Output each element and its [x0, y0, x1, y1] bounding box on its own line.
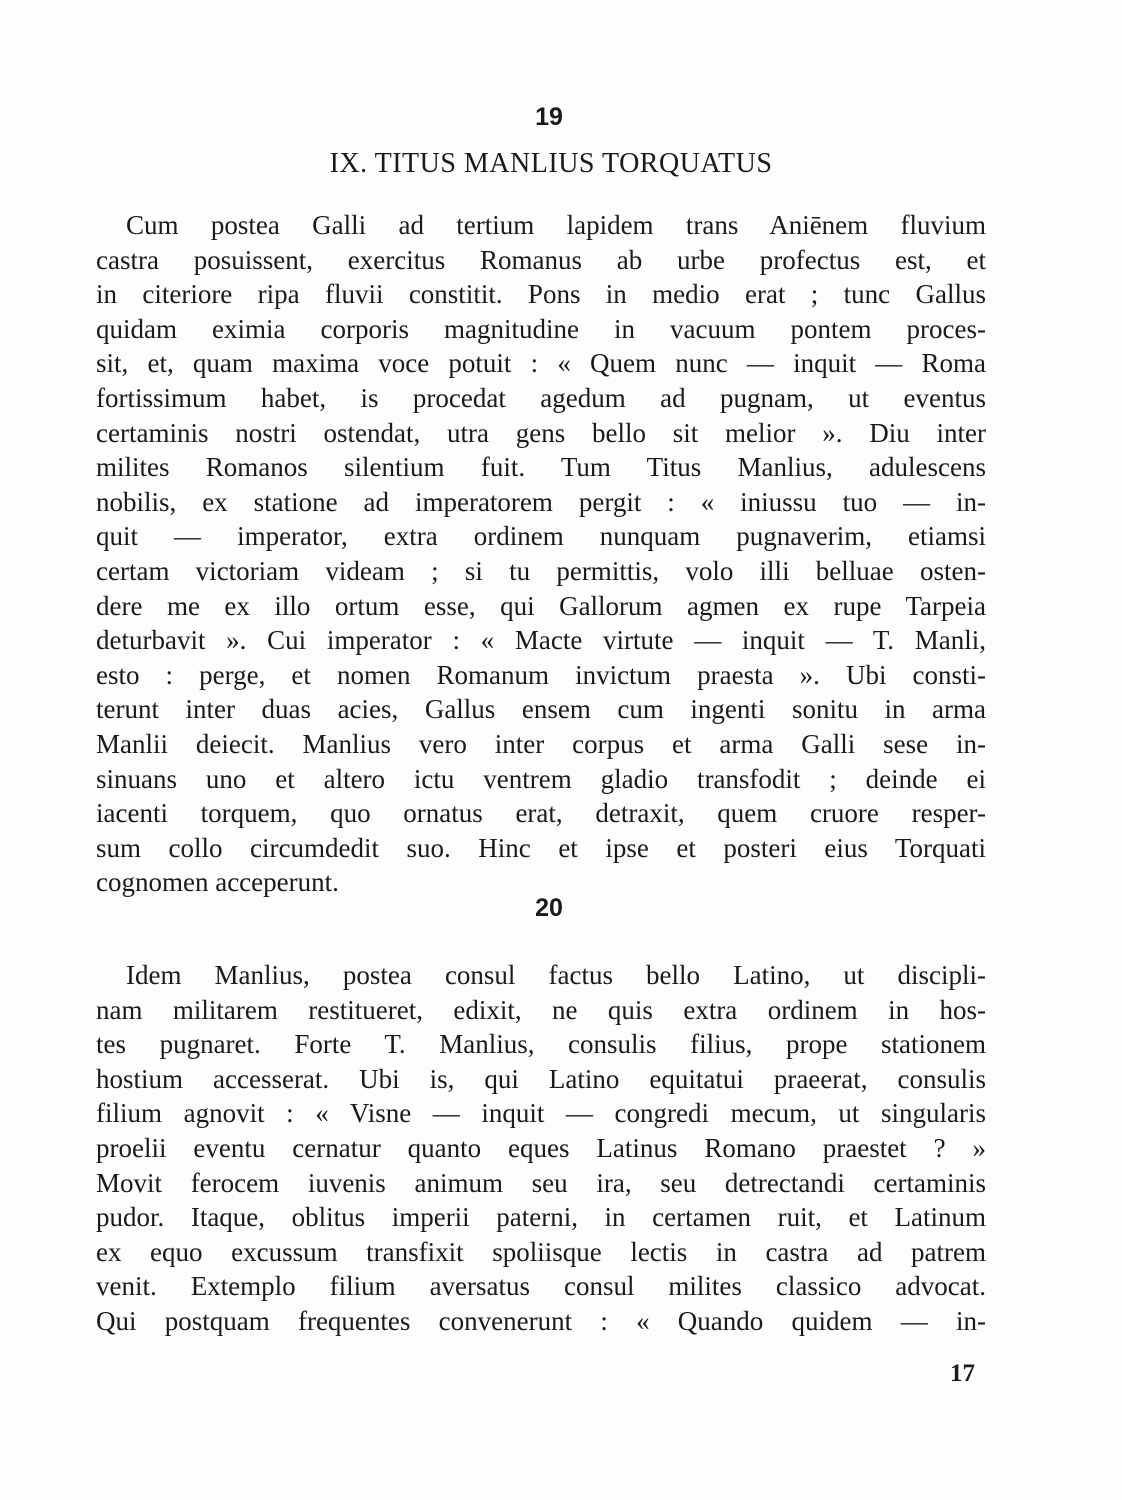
- text-line: castra posuissent, exercitus Romanus ab urbe profectus est, et: [96, 244, 986, 275]
- text-line: quidam eximia corporis magnitudine in vacuum pontem proces-: [96, 313, 986, 344]
- text-line: Movit ferocem iuvenis animum seu ira, seu detrectandi certaminis: [96, 1167, 986, 1198]
- chapter-title: IX. TITUS MANLIUS TORQUATUS: [329, 148, 773, 179]
- text-line: pudor. Itaque, oblitus imperii paterni, in certamen ruit, et Latinum: [96, 1202, 986, 1233]
- section-number-19: 19: [535, 103, 563, 131]
- paragraph-1: [96, 208, 986, 900]
- section-number-20: 20: [535, 894, 563, 922]
- text-line: hostium accesserat. Ubi is, qui Latino equitatui praeerat, consulis: [96, 1063, 986, 1094]
- text-line: sum collo circumdedit suo. Hinc et ipse et posteri eius Torquati: [96, 832, 986, 863]
- text-line: in citeriore ripa fluvii constitit. Pons in medio erat ; tunc Gallus: [96, 279, 986, 310]
- text-line: filium agnovit : « Visne — inquit — congredi mecum, ut singularis: [96, 1098, 986, 1129]
- text-line: cognomen acceperunt.: [96, 867, 339, 898]
- text-line: esto : perge, et nomen Romanum invictum praesta ». Ubi consti-: [96, 659, 986, 690]
- text-line: deturbavit ». Cui imperator : « Macte virtute — inquit — T. Manli,: [96, 625, 986, 656]
- text-line: Manlii deiecit. Manlius vero inter corpus et arma Galli sese in-: [96, 728, 986, 759]
- text-line: proelii eventu cernatur quanto eques Latinus Romano praestet ? »: [96, 1132, 986, 1163]
- text-line: nam militarem restitueret, edixit, ne quis extra ordinem in hos-: [96, 994, 986, 1025]
- text-line: dere me ex illo ortum esse, qui Gallorum agmen ex rupe Tarpeia: [96, 590, 986, 621]
- text-line: Qui postquam frequentes convenerunt : « Quando quidem — in-: [96, 1305, 986, 1336]
- text-line: certaminis nostri ostendat, utra gens bello sit melior ». Diu inter: [96, 417, 986, 448]
- paragraph-2: [96, 958, 986, 1339]
- page-number: 17: [950, 1360, 975, 1387]
- text-line: quit — imperator, extra ordinem nunquam pugnaverim, etiamsi: [96, 521, 986, 552]
- text-line: tes pugnaret. Forte T. Manlius, consulis filius, prope stationem: [96, 1029, 986, 1060]
- text-line: milites Romanos silentium fuit. Tum Titus Manlius, adulescens: [96, 452, 986, 483]
- text-line: sit, et, quam maxima voce potuit : « Quem nunc — inquit — Roma: [96, 348, 986, 379]
- text-line: Cum postea Galli ad tertium lapidem trans Aniēnem fluvium: [126, 210, 986, 240]
- text-line: nobilis, ex statione ad imperatorem pergit : « iniussu tuo — in-: [96, 486, 986, 517]
- text-line: Idem Manlius, postea consul factus bello Latino, ut discipli-: [126, 960, 986, 990]
- text-line: ex equo excussum transfixit spoliisque lectis in castra ad patrem: [96, 1236, 986, 1267]
- text-line: sinuans uno et altero ictu ventrem gladio transfodit ; deinde ei: [96, 763, 986, 794]
- text-line: terunt inter duas acies, Gallus ensem cum ingenti sonitu in arma: [96, 694, 986, 725]
- text-line: certam victoriam videam ; si tu permittis, volo illi belluae osten-: [96, 555, 986, 586]
- text-line: iacenti torquem, quo ornatus erat, detraxit, quem cruore resper-: [96, 798, 986, 829]
- text-line: venit. Extemplo filium aversatus consul milites classico advocat.: [96, 1271, 986, 1302]
- text-line: fortissimum habet, is procedat agedum ad pugnam, ut eventus: [96, 382, 986, 413]
